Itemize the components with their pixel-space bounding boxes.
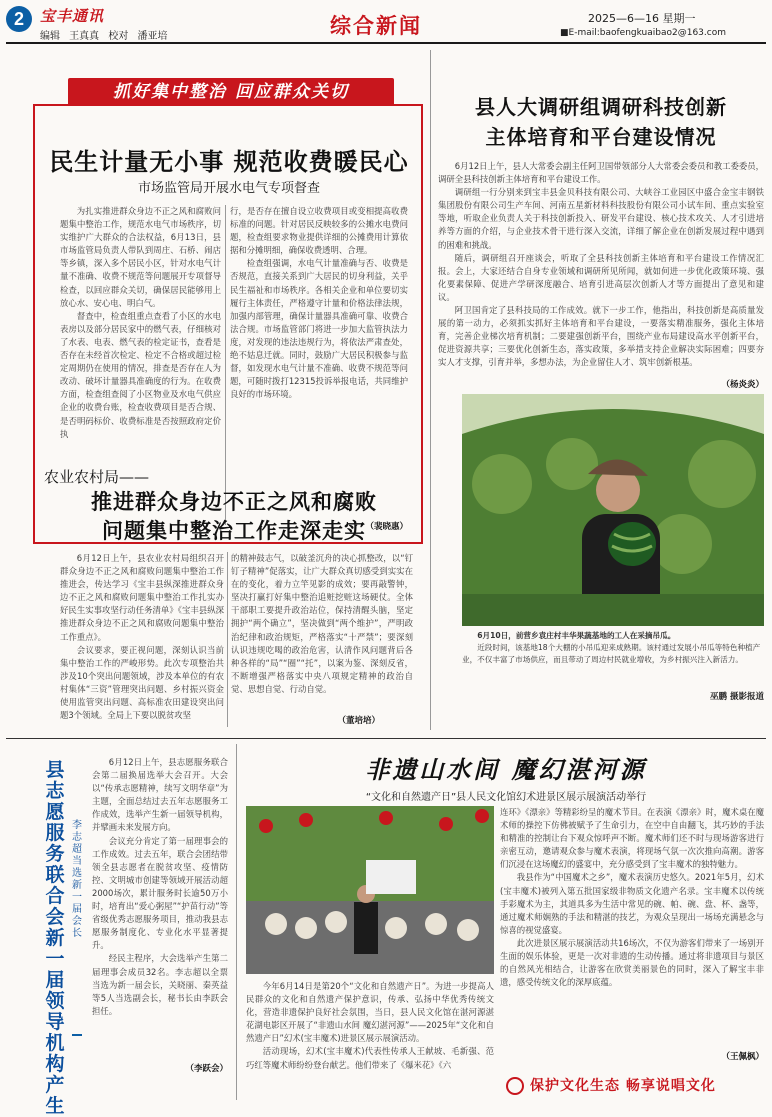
article2-kicker: 农业农村局—— xyxy=(44,468,150,486)
article4-vertical-subtitle: 李志超当选新一届会长 xyxy=(72,820,82,939)
title-line: 主体培育和平台建设情况 xyxy=(485,125,717,149)
title-line: 推进群众身边不正之风和腐败 xyxy=(91,490,377,514)
campaign-banner: 抓好集中整治 回应群众关切 xyxy=(68,78,394,106)
paragraph: 会议要求，要正视问题，深刻认识当前集中整治工作的严峻形势。此次专项整治共涉及10个突出问题领域，涉及本单位的有农村集体“三资”管理突出问题、乡村振兴资金使用监管突出问题、高标准农田建设突出问题3个领域。全局上下要以脱贫攻坚 xyxy=(60,644,224,721)
article2-column-2 xyxy=(231,552,413,712)
article4-body xyxy=(92,756,228,1050)
article1-byline: （裴晓惠） xyxy=(365,522,408,532)
caption-head: 6月10日，前营乡袁庄村丰华果蔬基地的工人在采摘吊瓜。 xyxy=(477,631,676,640)
email-address: ■E-mail:baofengkuaibao2@163.com xyxy=(560,28,726,38)
magic-show-illustration xyxy=(246,806,494,974)
article1-title: 民生计量无小事 规范收费暖民心 xyxy=(49,148,409,176)
article2-title xyxy=(44,488,424,546)
article1-subtitle: 市场监管局开展水电气专项督查 xyxy=(137,181,320,196)
column-divider xyxy=(227,552,228,727)
slogan-text: 保护文化生态 畅享说唱文化 xyxy=(530,1078,716,1094)
paragraph: 活动现场，幻术(宝丰魔术)代表性传承人王献坡、毛新强、范巧红等魔术师纷纷登台献艺。他们带来了《爆米花》《六 xyxy=(246,1046,494,1070)
photo1-credit: 巫鹏 摄影报道 xyxy=(710,692,764,702)
article5-column-1 xyxy=(246,980,494,1100)
column-divider xyxy=(225,205,226,525)
paragraph: 此次进景区展示展演活动共16场次，不仅为游客们带来了一场别开生面的娱乐体验，更是一次对非遗的生动传播。通过将非遗项目与景区的自然风光相结合，让游客在欣赏美丽景色的同时，深入了解宝丰非遗，感受传统文化的深厚底蕴。 xyxy=(500,937,764,988)
page-number: 2 xyxy=(6,6,32,32)
paragraph: 6月12日上午，县农业农村局组织召开群众身边不正之风和腐败问题集中整治工作推进会，传达学习《宝丰县纵深推进群众身边不正之风和腐败问题集中整治工作扎实办好民生实事攻坚行动任务清单》《宝丰县纵深推进群众身边不正之风和腐败问题集中整治工作重点》。 xyxy=(60,553,224,642)
section-title: 综合新闻 xyxy=(330,14,422,38)
article5-byline: （王佩枫） xyxy=(721,1052,764,1062)
paragraph: 检查组强调，水电气计量准确与否、收费是否规范，直接关系到广大居民的切身利益，关乎民生福祉和市场秩序。各相关企业和单位要切实履行主体责任，严格遵守计量和价格法律法规，加强内部管理，确保计量器具准确可靠、收费合法合规。市场监管部门将进一步加大监管执法力度，对发现的违法违规行为，将依法严肃查处，绝不姑息迁就。同时，鼓励广大居民积极参与监督，如发现水电气计量不准确、收费不规范等问题，可随时拨打12315投诉举报电话，共同维护良好的市场环境。 xyxy=(230,258,408,400)
section-rule xyxy=(6,738,766,739)
melon-harvest-photo xyxy=(462,394,764,626)
caption-body: 近段时间，该基地18个大棚的小吊瓜迎来成熟期。该村通过发展小吊瓜等特色种植产业，不仅丰富了市场供应，而且带动了周边村民就业增收，为乡村振兴注入新活力。 xyxy=(462,643,761,664)
photo1-caption xyxy=(462,630,764,688)
article1-column-2 xyxy=(230,205,408,505)
paragraph: 会议充分肯定了第一届理事会的工作成效。过去五年，联合会团结带领全县志愿者在脱贫攻坚、疫情防控、文明城市创建等领域开展活动超2000场次，累计服务时长逾50万小时，培育出“爱心粥屋”“护苗行动”等省级优秀志愿服务项目，推动我县志愿服务制度化、专业化水平显著提升。 xyxy=(92,835,228,951)
article5-title: 非遗山水间 魔幻湛河源 xyxy=(365,755,647,784)
paragraph: 6月12日上午，县人大常委会副主任阿卫国带领部分人大常委会委员和教工委委员，调研全县科技创新主体培育和平台建设工作。 xyxy=(438,161,764,185)
slogan-icon xyxy=(506,1077,524,1095)
paragraph: 行，是否存在擅自设立收费项目或变相提高收费标准的问题。针对居民反映较多的公摊水电费问题，检查组要求物业提供详细的公摊费用计算依据和分摊明细，确保收费透明、合理。 xyxy=(230,206,408,256)
editor-line: 编辑 王真真 校对 潘亚培 xyxy=(40,31,168,42)
newspaper-brand: 宝丰通讯 xyxy=(40,7,105,25)
title-line: 问题集中整治工作走深走实 xyxy=(102,519,366,543)
paragraph: 6月12日上午，县志愿服务联合会第二届换届选举大会召开。大会以“传承志愿精神，续写文明华章”为主题，全面总结过去五年志愿服务工作成效，选举产生新一届领导机构，并擘画未来发展方向。 xyxy=(92,757,228,833)
paragraph: 阿卫国肯定了县科技局的工作成效。就下一步工作，他指出，科技创新是高质量发展的第一动力，必须抓实抓好主体培育和平台建设，一要落实精准服务，强化主体培育，完善企业梯次培育机制；二要建强创新平台，围绕产业布局建设高水平创新平台，促进资源共享；三要优化创新生态，落实政策，多举措支持企业解决实际困难；四要夯实人才支撑，引育并举，多想办法，为企业留住人才、筑牢创新根基。 xyxy=(438,305,764,368)
article2-byline: （董培培） xyxy=(337,716,380,726)
issue-date: 2025—6—16 星期一 xyxy=(588,12,696,25)
masthead-rule xyxy=(6,42,766,44)
paragraph: 的精神鼓志气，以破釜沉舟的决心抓整改，以“钉钉子精神”促落实，让广大群众真切感受到实实在在的变化，着力立竿见影的成效；要再敲警钟，坚决打赢打好集中整治追赃挖赃这场硬仗。全体干部职工要提升政治站位，保持清醒头脑，坚定拥护“两个确立”，坚决做到“两个维护”，严明政治纪律和政治规矩，严格落实“十严禁”；要深刻认识违规吃喝的政治危害，认清作风问题背后各种各样的“局”“圈”“托”，以案为鉴、深刻反省，不断增强严格落实中央八项规定精神的政治自觉、思想自觉、行动自觉。 xyxy=(231,553,413,694)
melon-photo-illustration xyxy=(462,394,764,626)
article2-column-1 xyxy=(60,552,224,722)
paragraph: 为扎实推进群众身边不正之风和腐败问题集中整治工作，规范水电气市场秩序，切实维护广大群众的合法权益，6月13日，县市场监管局负责人带队到周庄、石桥、闹店等乡镇，深入多个居民小区，针对水电气计量不准确、收费不规范等问题展开专项督导检查，以回应群众关切，确保居民能够用上放心水、安心电、明白气。 xyxy=(60,206,221,308)
paragraph: 调研组一行分别来到宝丰县金贝科技有限公司、大峡谷工业园区中盛合金宝丰钢铁集团股份有限公司生产车间、河南五星新材料科技股份有限公司小试车间、重点实验室等地，听取企业负责人关于科技创新投入、研发平台建设、核心技术攻关、人才引进培养等方面的介绍，与企业技术骨干进行深入交流，详细了解企业在创新发展过程中遇到的困难和挑战。 xyxy=(438,187,764,250)
page-column-divider xyxy=(430,50,431,730)
paragraph: 经民主程序，大会选举产生第二届理事会成员32名。李志超以全票当选为新一届会长，关晓丽、秦英益等5人当选副会长，秘书长由李跃会担任。 xyxy=(92,953,228,1016)
article1-column-1 xyxy=(60,205,221,505)
paragraph: 连环》《漂亲》等精彩纷呈的魔术节目。在表演《漂亲》时，魔术桌在魔术师的操控下仿佛被赋予了生命引力，在空中自由翻飞，其巧妙的手法和精准的控制让台下观众惊呼声不断。魔术师们还不时与现场游客进行亲密互动，邀请观众参与魔术表演，将现场气氛一次次推向高潮。游客们沉浸在这场魔幻的盛宴中，充分感受到了宝丰魔术的独特魅力。 xyxy=(500,807,764,870)
paragraph: 督查中，检查组重点查看了小区的水电表房以及部分居民家中的燃气表，仔细核对了水表、电表、燃气表的检定证书，查看是否存在未经首次检定、检定不合格或超过检定周期仍在使用的情况，排查是否存在人为改动、破坏计量器具准确度的行为。在收费方面，检查组查阅了小区物业及水电气供应企业的收费台账，检查收费项目是否合规、是否明码标价、收费标准是否按照政府定价执 xyxy=(60,310,221,439)
magic-show-photo xyxy=(246,806,494,974)
footer-slogan xyxy=(506,1072,764,1100)
title-line: 县人大调研组调研科技创新 xyxy=(475,95,727,119)
paragraph: 随后，调研组召开座谈会，听取了全县科技创新主体培育和平台建设工作情况汇报。会上，大家还结合自身专业领域和调研所见所闻，就如何进一步优化政策环境、强化要素保障、促进产学研深度融合、培育引进高层次创新人才等方面提出了意见和建议。 xyxy=(438,252,764,302)
decorative-bar xyxy=(72,1034,82,1036)
column-divider xyxy=(236,744,237,1100)
article3-body xyxy=(438,160,764,388)
paragraph: 我县作为“中国魔术之乡”，魔术表演历史悠久。2021年5月，幻术(宝丰魔术)被列入第五批国家级非物质文化遗产名录。宝丰魔术以传统手彩魔术为主，其道具多为生活中常见的碗、帕、碗、盘、杯、盏等，通过魔术师娴熟的手法和精湛的技艺，为观众呈现出一场场充满悬念与惊喜的视觉盛宴。 xyxy=(500,872,764,935)
article4-byline: （李跃会） xyxy=(185,1064,228,1074)
article5-subtitle: “文化和自然遗产日”县人民文化馆幻术进景区展示展演活动举行 xyxy=(365,792,647,803)
article4-vertical-title: 县志愿服务联合会新一届领导机构产生 xyxy=(45,759,65,1117)
paragraph: 今年6月14日是第20个“文化和自然遗产日”。为进一步提高人民群众的文化和自然遗产保护意识，传承、弘扬中华优秀传统文化，营造非遗保护良好社会氛围，当日，县人民文化馆在湛河源湛花湖电影区开展了“非遗山水间 魔幻湛河源”——2025年“文化和自然遗产日”幻术(宝丰魔术)进景区展示展演活动。 xyxy=(246,981,494,1044)
article3-byline: （杨炎炎） xyxy=(721,380,764,390)
article5-column-2 xyxy=(500,806,764,1062)
article3-title xyxy=(436,92,766,152)
